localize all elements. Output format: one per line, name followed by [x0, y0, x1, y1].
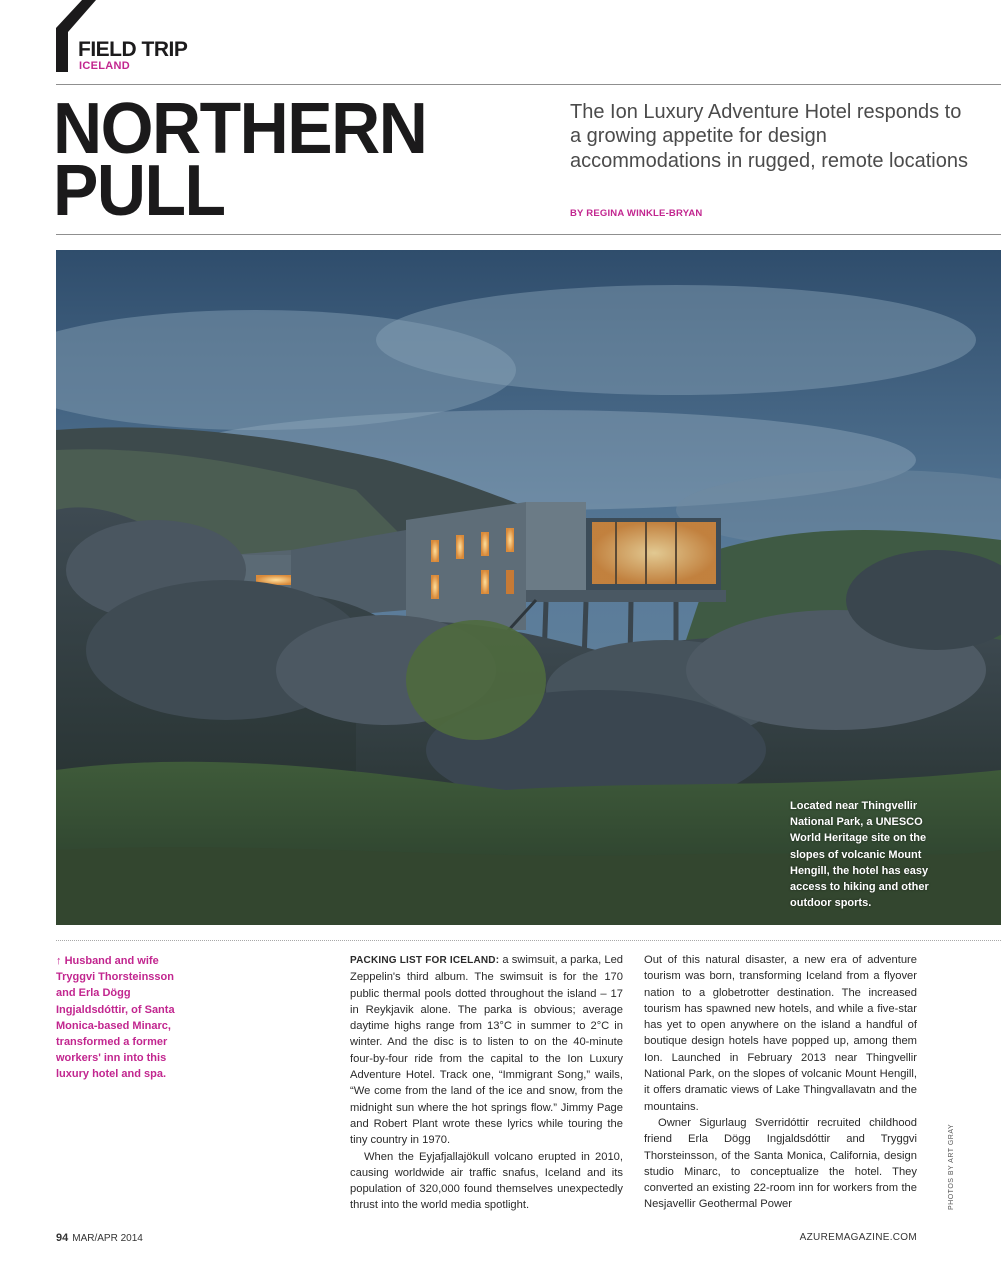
dek: The Ion Luxury Adventure Hotel responds to a growing appetite for design accommodations in rugged, remote locations — [570, 101, 968, 172]
photo-credit: PHOTOS BY ART GRAY — [948, 1123, 955, 1210]
headline-line-1: NORTHERN — [53, 88, 427, 170]
dotted-divider — [56, 940, 1001, 941]
headline-line-2: PULL — [53, 150, 225, 232]
body-column-1 — [350, 952, 623, 1214]
paragraph-text: a swimsuit, a parka, Led Zeppelin's third album. The swimsuit is for the 170 public thermal pools dotted throughout the island – 17 in Reykjavik alone. The parka is obvious; average daytime highs range from 13°C in summer to 2°C in winter. And the disc is to listen to on the 40-minute four-by-four ride from the capital to the Ion Luxury Adventure Hotel. Track one, “Immigrant Song,” wails, “We come from the land of the ice and snow, from the midnight sun where the hot springs flow.” Jimmy Page and Robert Plant wrote these lyrics while touring the tiny country in 1970. — [350, 954, 624, 1147]
side-caption — [56, 953, 196, 1083]
issue-date: MAR/APR 2014 — [72, 1233, 143, 1244]
photo-caption: Located near Thingvellir National Park, a UNESCO World Heritage site on the slopes of volcanic Mount Hengill, the hotel has easy access to hiking and other outdoor sports. — [790, 800, 929, 910]
lead-in: PACKING LIST FOR ICELAND: — [350, 955, 500, 966]
header-rule — [56, 84, 1001, 85]
headline — [53, 88, 553, 232]
arrow-up-icon: ↑ — [56, 955, 62, 967]
body-paragraph: Out of this natural disaster, a new era of adventure tourism was born, transforming Iceland from a flyover nation to a globetrotter destination. The increased tourism has spawned new hotels, and while a five-star has yet to open anywhere on the island a handful of boutique design hotels have popped up, among them Ion. Launched in February 2013 near Thingvellir National Park, on the slopes of volcanic Mount Hengill, it offers dramatic views of Lake Thingvallavatn and the mountains. — [644, 954, 917, 1113]
section-title: FIELD TRIP — [78, 38, 188, 61]
body-column-2 — [644, 952, 917, 1213]
headline-rule — [56, 234, 1001, 235]
byline: BY REGINA WINKLE-BRYAN — [570, 208, 703, 219]
folio — [56, 1232, 143, 1244]
site-url: AZUREMAGAZINE.COM — [799, 1232, 917, 1243]
body-paragraph: When the Eyjafjallajökull volcano erupted in 2010, causing worldwide air traffic snafus, Iceland and its population of 320,000 found themselves unexpectedly thrust into the world media spotlight. — [350, 1150, 623, 1212]
section-subtitle: ICELAND — [79, 60, 130, 72]
body-paragraph — [350, 952, 623, 1149]
side-caption-text: Husband and wife Tryggvi Thorsteinsson and Erla Dögg Ingjaldsdóttir, of Santa Monica-based Minarc, transformed a former workers' inn into this luxury hotel and spa. — [56, 955, 175, 1081]
body-paragraph: Owner Sigurlaug Sverridóttir recruited childhood friend Erla Dögg Ingjaldsdóttir and Tryggvi Thorsteinsson, of the Santa Monica, California, design studio Minarc, to conceptualize the hotel. They converted an existing 22-room inn for workers from the Nesjavellir Geothermal Power — [644, 1116, 917, 1211]
page-number: 94 — [56, 1232, 69, 1244]
